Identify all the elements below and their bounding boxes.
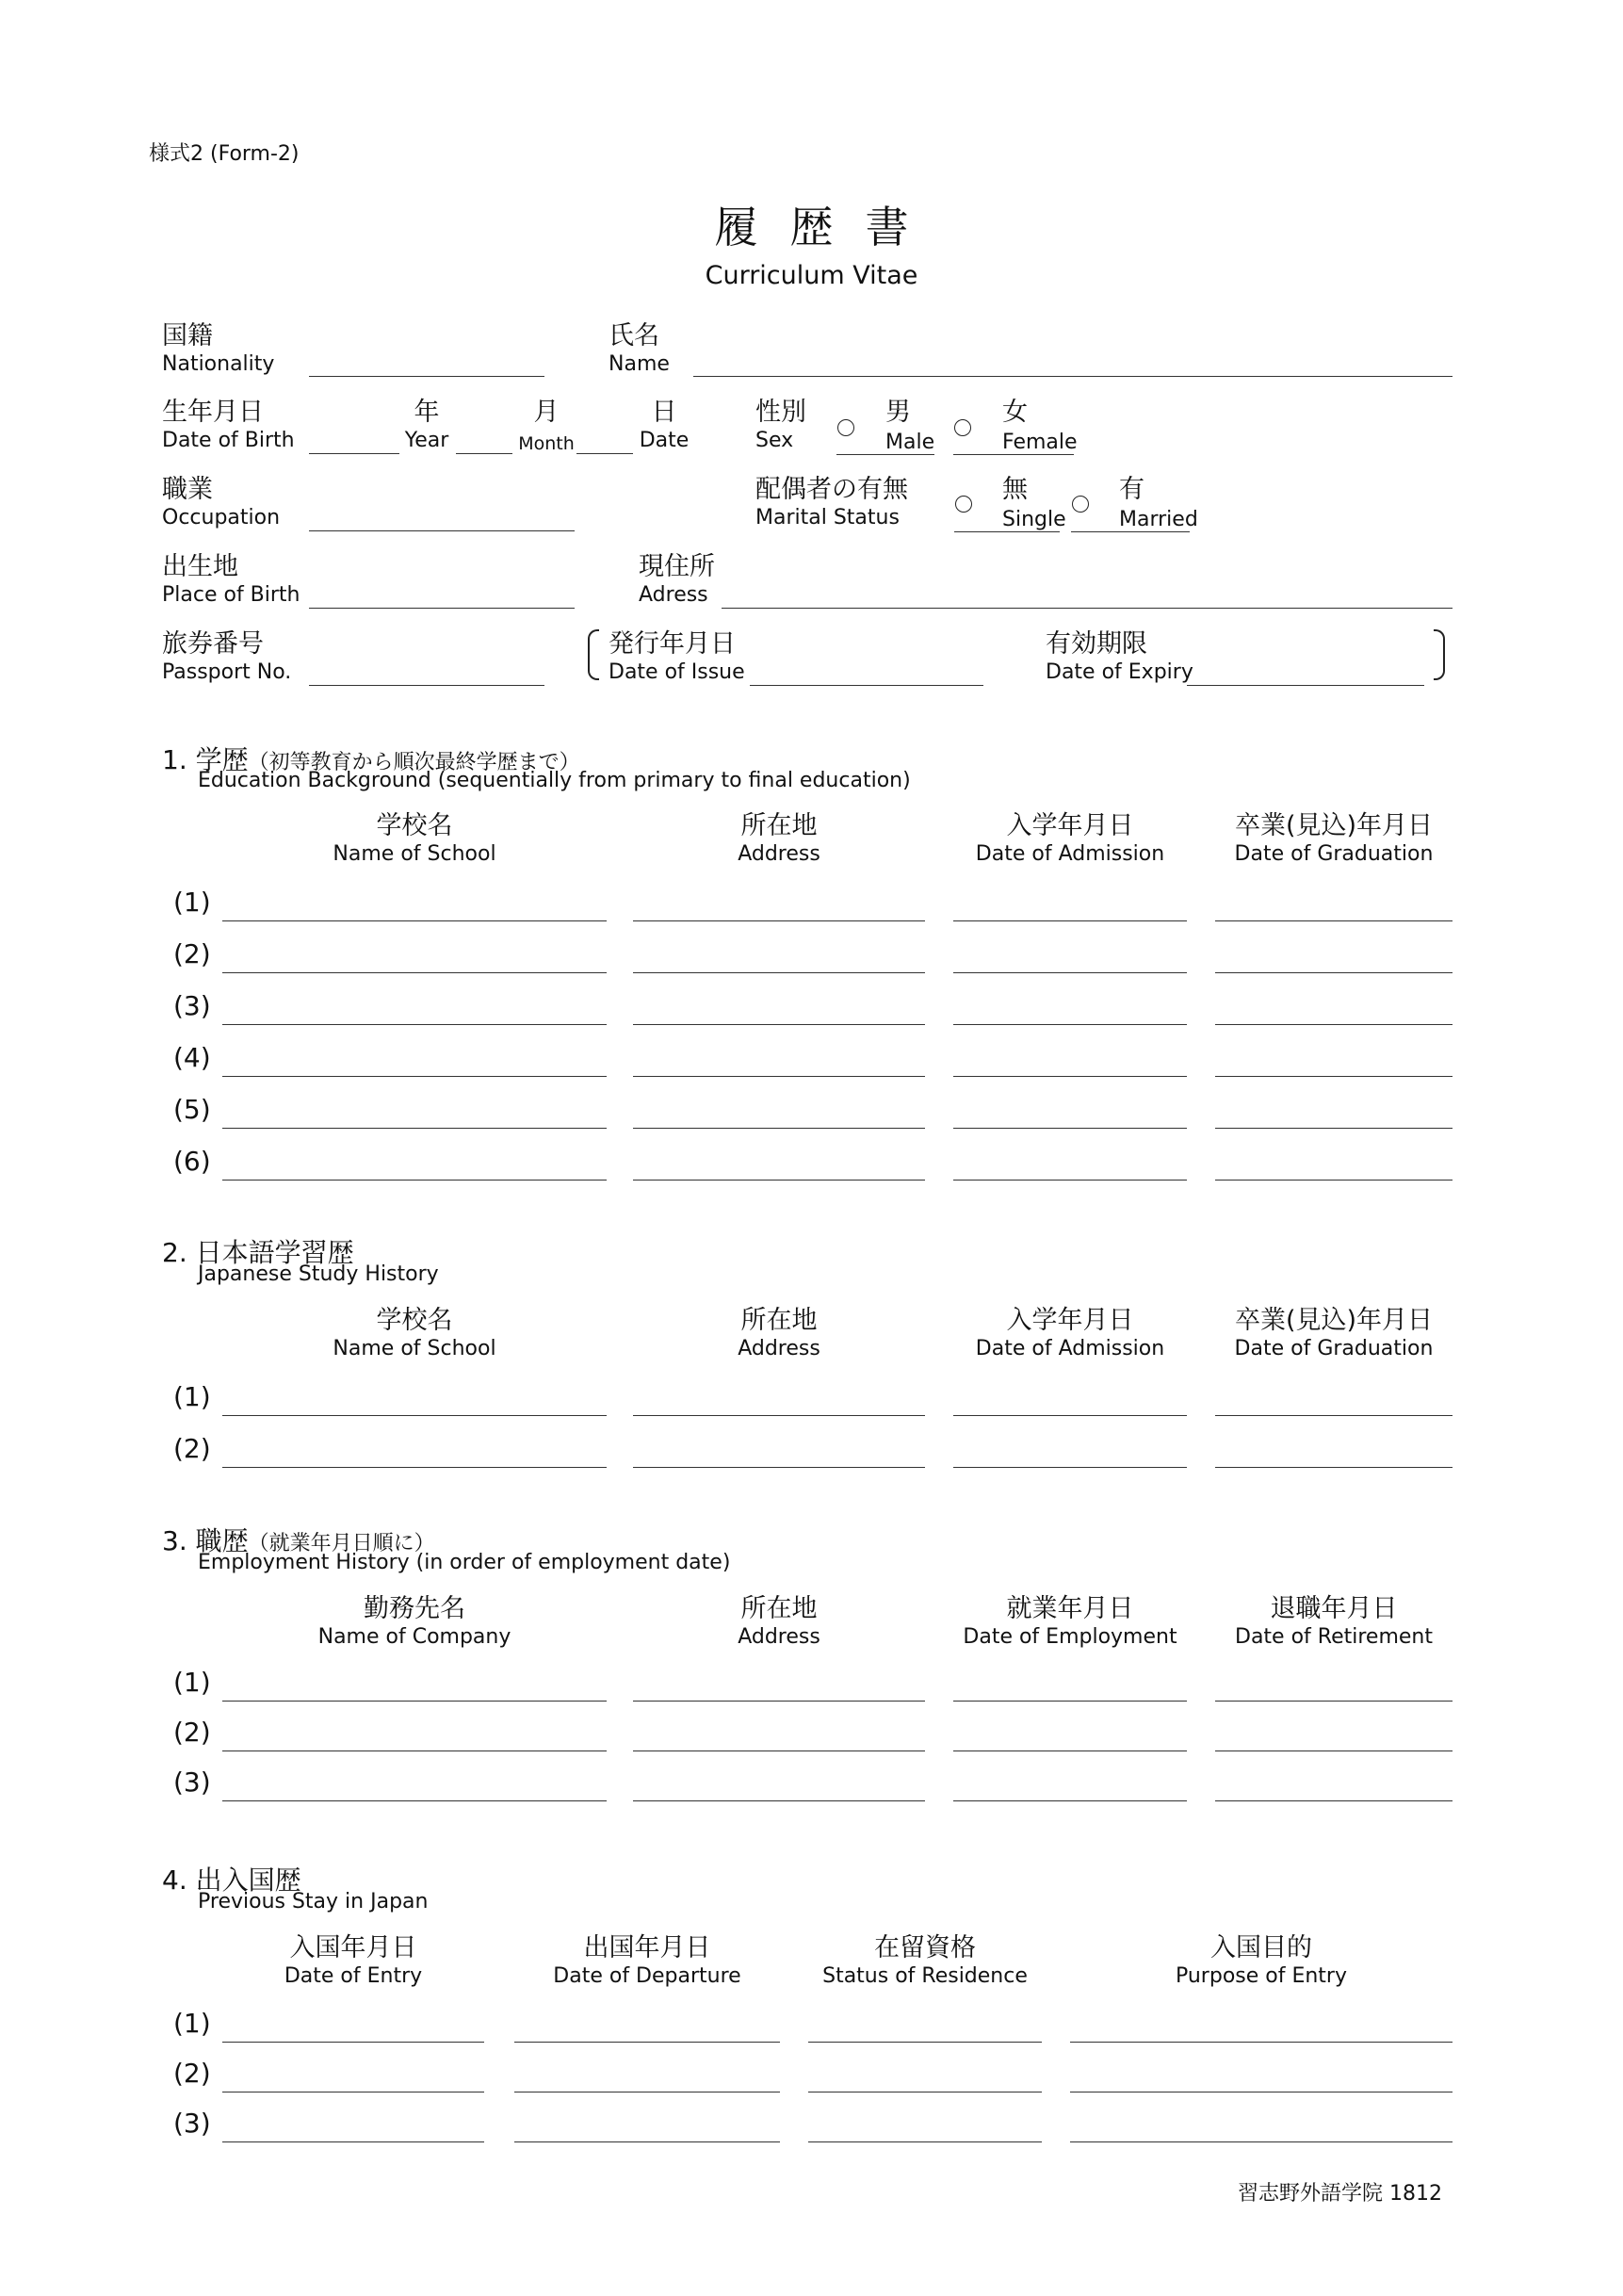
edu-row-2-graduation[interactable] [1215, 972, 1453, 973]
right-bracket [1434, 629, 1445, 680]
marital-single-jp: 無 [1002, 475, 1028, 504]
edu-col-address-en: Address [738, 842, 820, 866]
edu-row-5-school[interactable] [222, 1128, 607, 1129]
edu-col-school-jp: 学校名 [376, 811, 453, 840]
emp-row-3-company[interactable] [222, 1800, 607, 1801]
expiry-date-field[interactable] [1187, 685, 1424, 686]
issue-label-en: Date of Issue [609, 660, 745, 684]
edu-row-1-school[interactable] [222, 920, 607, 921]
stay-col-purpose-jp: 入国目的 [1210, 1933, 1312, 1962]
stay-row-3-status[interactable] [808, 2141, 1042, 2142]
dob-date-en: Date [639, 429, 690, 452]
stay-row-2-number: (2) [173, 2058, 211, 2089]
marital-single-underline [954, 531, 1060, 532]
edu-col-address-jp: 所在地 [740, 811, 818, 840]
marital-married-jp: 有 [1119, 475, 1144, 504]
title-jp: 履歴書 [714, 202, 941, 252]
emp-row-2-retirement[interactable] [1215, 1750, 1453, 1751]
sex-female-radio[interactable] [954, 419, 971, 436]
jp-row-2-address[interactable] [633, 1467, 925, 1468]
stay-col-entry-jp: 入国年月日 [289, 1933, 417, 1962]
japanese-heading-jp: 2. 日本語学習歴 [162, 1237, 354, 1268]
emp-row-3-retirement[interactable] [1215, 1800, 1453, 1801]
emp-col-retirement-en: Date of Retirement [1235, 1625, 1433, 1649]
employment-heading-en: Employment History (in order of employment date) [198, 1551, 731, 1574]
jp-col-school-en: Name of School [333, 1337, 496, 1360]
birthplace-label-en: Place of Birth [162, 583, 300, 607]
stay-col-departure-en: Date of Departure [553, 1964, 741, 1988]
stay-col-status-en: Status of Residence [822, 1964, 1028, 1988]
edu-col-graduation-en: Date of Graduation [1234, 842, 1434, 866]
emp-col-retirement-jp: 退職年月日 [1270, 1594, 1398, 1623]
marital-single-en: Single [1002, 508, 1066, 531]
edu-row-2-school[interactable] [222, 972, 607, 973]
stay-col-entry-en: Date of Entry [284, 1964, 423, 1988]
edu-row-6-address[interactable] [633, 1180, 925, 1181]
jp-row-1-school[interactable] [222, 1415, 607, 1416]
address-label-jp: 現住所 [639, 552, 715, 581]
jp-col-school-jp: 学校名 [376, 1306, 453, 1335]
marital-single-radio[interactable] [955, 496, 972, 513]
edu-row-4-address[interactable] [633, 1076, 925, 1077]
edu-row-1-admission[interactable] [953, 920, 1187, 921]
sex-label-jp: 性別 [755, 398, 806, 427]
marital-married-en: Married [1119, 508, 1198, 531]
education-heading-jp: 1. 学歴 [162, 744, 249, 775]
emp-row-1-number: (1) [173, 1667, 211, 1698]
stay-row-1-number: (1) [173, 2008, 211, 2039]
nationality-label-en: Nationality [162, 352, 275, 376]
stay-heading-en: Previous Stay in Japan [198, 1890, 429, 1913]
nationality-label-jp: 国籍 [162, 321, 213, 350]
jp-col-address-en: Address [738, 1337, 820, 1360]
emp-row-2-address[interactable] [633, 1750, 925, 1751]
stay-col-departure-jp: 出国年月日 [583, 1933, 711, 1962]
issue-label-jp: 発行年月日 [609, 629, 736, 659]
edu-row-4-number: (4) [173, 1042, 211, 1073]
jp-row-1-graduation[interactable] [1215, 1415, 1453, 1416]
sex-label-en: Sex [755, 429, 794, 452]
sex-male-jp: 男 [885, 398, 911, 427]
left-bracket [588, 629, 599, 680]
birthplace-field[interactable] [309, 608, 575, 609]
stay-row-1-status[interactable] [808, 2042, 1042, 2043]
edu-row-3-address[interactable] [633, 1024, 925, 1025]
dob-label-jp: 生年月日 [162, 398, 264, 427]
edu-row-5-address[interactable] [633, 1128, 925, 1129]
jp-row-2-school[interactable] [222, 1467, 607, 1468]
jp-col-graduation-jp: 卒業(見込)年月日 [1234, 1306, 1434, 1335]
emp-row-2-employment[interactable] [953, 1750, 1187, 1751]
stay-row-1-purpose[interactable] [1070, 2042, 1453, 2043]
edu-row-4-school[interactable] [222, 1076, 607, 1077]
address-label-en: Adress [639, 583, 708, 607]
dob-date-jp: 日 [651, 398, 677, 427]
page-title [0, 193, 1623, 290]
name-label-en: Name [609, 352, 670, 376]
jp-row-1-admission[interactable] [953, 1415, 1187, 1416]
education-heading-en: Education Background (sequentially from primary to final education) [198, 769, 911, 792]
sex-male-radio[interactable] [837, 419, 854, 436]
edu-row-1-address[interactable] [633, 920, 925, 921]
expiry-label-en: Date of Expiry [1046, 660, 1193, 684]
employment-heading-note: （就業年月日順に） [248, 1532, 435, 1555]
emp-row-1-address[interactable] [633, 1701, 925, 1702]
stay-row-1-entry[interactable] [222, 2042, 484, 2043]
sex-male-en: Male [885, 431, 935, 454]
sex-male-underline [836, 454, 934, 455]
footer-school-code: 習志野外語学院 1812 [1238, 2182, 1442, 2206]
stay-row-1-departure[interactable] [514, 2042, 780, 2043]
occupation-label-en: Occupation [162, 506, 281, 529]
dob-month-field[interactable] [456, 453, 512, 454]
edu-col-admission-jp: 入学年月日 [1006, 811, 1134, 840]
edu-row-1-number: (1) [173, 887, 211, 918]
edu-row-1-graduation[interactable] [1215, 920, 1453, 921]
emp-row-3-employment[interactable] [953, 1800, 1187, 1801]
emp-row-2-company[interactable] [222, 1750, 607, 1751]
edu-row-3-school[interactable] [222, 1024, 607, 1025]
dob-year-jp: 年 [414, 398, 440, 427]
edu-row-2-number: (2) [173, 938, 211, 969]
edu-col-admission-en: Date of Admission [975, 842, 1165, 866]
edu-row-4-graduation[interactable] [1215, 1076, 1453, 1077]
stay-row-3-departure[interactable] [514, 2141, 780, 2142]
jp-col-admission-jp: 入学年月日 [1006, 1306, 1134, 1335]
sex-female-jp: 女 [1002, 398, 1028, 427]
marital-label-en: Marital Status [755, 506, 900, 529]
edu-row-6-number: (6) [173, 1146, 211, 1177]
emp-col-company-en: Name of Company [317, 1625, 511, 1649]
passport-field[interactable] [309, 685, 544, 686]
emp-col-address-en: Address [738, 1625, 820, 1649]
stay-col-purpose-en: Purpose of Entry [1175, 1964, 1347, 1988]
jp-row-1-number: (1) [173, 1381, 211, 1412]
edu-col-graduation-jp: 卒業(見込)年月日 [1234, 811, 1434, 840]
stay-row-3-entry[interactable] [222, 2141, 484, 2142]
edu-row-6-graduation[interactable] [1215, 1180, 1453, 1181]
edu-row-2-address[interactable] [633, 972, 925, 973]
emp-col-employment-jp: 就業年月日 [1006, 1594, 1134, 1623]
emp-col-company-jp: 勤務先名 [364, 1594, 465, 1623]
jp-row-2-admission[interactable] [953, 1467, 1187, 1468]
form-label: 様式2 (Form-2) [149, 142, 300, 166]
expiry-label-jp: 有効期限 [1046, 629, 1147, 659]
edu-col-school-en: Name of School [333, 842, 496, 866]
address-field[interactable] [722, 608, 1453, 609]
birthplace-label-jp: 出生地 [162, 552, 238, 581]
employment-heading-jp: 3. 職歴 [162, 1525, 249, 1556]
stay-row-3-number: (3) [173, 2108, 211, 2139]
emp-row-1-company[interactable] [222, 1701, 607, 1702]
emp-row-3-address[interactable] [633, 1800, 925, 1801]
stay-heading-jp: 4. 出入国歴 [162, 1864, 301, 1896]
stay-row-3-purpose[interactable] [1070, 2141, 1453, 2142]
edu-row-5-number: (5) [173, 1094, 211, 1125]
name-label-jp: 氏名 [609, 321, 659, 350]
dob-year-en: Year [404, 429, 449, 452]
sex-female-underline [953, 454, 1074, 455]
jp-col-admission-en: Date of Admission [975, 1337, 1165, 1360]
japanese-heading-en: Japanese Study History [198, 1262, 439, 1286]
education-heading-note: （初等教育から順次最終学歴まで） [248, 751, 580, 774]
jp-row-2-number: (2) [173, 1433, 211, 1464]
edu-row-5-graduation[interactable] [1215, 1128, 1453, 1129]
marital-married-underline [1071, 531, 1190, 532]
dob-month-en: Month [518, 433, 575, 454]
nationality-field[interactable] [309, 376, 544, 377]
issue-date-field[interactable] [750, 685, 983, 686]
emp-col-address-jp: 所在地 [740, 1594, 818, 1623]
edu-row-6-school[interactable] [222, 1180, 607, 1181]
dob-year-field[interactable] [309, 453, 399, 454]
dob-date-field[interactable] [576, 453, 633, 454]
edu-row-3-graduation[interactable] [1215, 1024, 1453, 1025]
occupation-field[interactable] [309, 530, 575, 531]
marital-married-radio[interactable] [1072, 496, 1089, 513]
edu-row-3-admission[interactable] [953, 1024, 1187, 1025]
passport-label-en: Passport No. [162, 660, 292, 684]
edu-row-2-admission[interactable] [953, 972, 1187, 973]
emp-col-employment-en: Date of Employment [963, 1625, 1177, 1649]
jp-col-graduation-en: Date of Graduation [1234, 1337, 1434, 1360]
edu-row-4-admission[interactable] [953, 1076, 1187, 1077]
edu-row-3-number: (3) [173, 990, 211, 1021]
marital-label-jp: 配偶者の有無 [755, 475, 908, 504]
dob-month-jp: 月 [533, 398, 560, 427]
jp-row-1-address[interactable] [633, 1415, 925, 1416]
name-field[interactable] [693, 376, 1453, 377]
edu-row-5-admission[interactable] [953, 1128, 1187, 1129]
occupation-label-jp: 職業 [162, 475, 213, 504]
jp-col-address-jp: 所在地 [740, 1306, 818, 1335]
sex-female-en: Female [1002, 431, 1078, 454]
emp-row-3-number: (3) [173, 1767, 211, 1798]
passport-label-jp: 旅券番号 [162, 629, 264, 659]
emp-row-2-number: (2) [173, 1717, 211, 1748]
jp-row-2-graduation[interactable] [1215, 1467, 1453, 1468]
emp-row-1-employment[interactable] [953, 1701, 1187, 1702]
dob-label-en: Date of Birth [162, 429, 295, 452]
edu-row-6-admission[interactable] [953, 1180, 1187, 1181]
emp-row-1-retirement[interactable] [1215, 1701, 1453, 1702]
title-en: Curriculum Vitae [705, 261, 918, 290]
stay-col-status-jp: 在留資格 [874, 1933, 976, 1962]
